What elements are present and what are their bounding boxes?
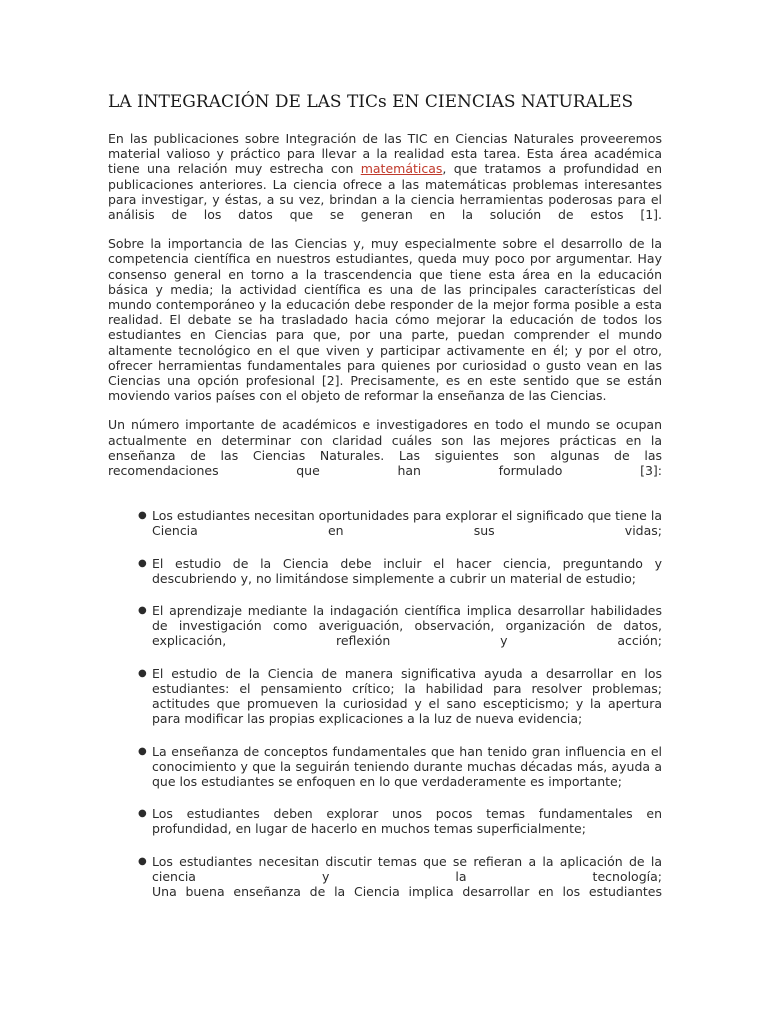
list-item-text: El aprendizaje mediante la indagación científica implica desarrollar habilidades de investigación como averiguación, observación, organización de datos, explicación, reflexión y acción; bbox=[152, 603, 662, 649]
matematicas-link[interactable]: matemáticas bbox=[360, 161, 443, 177]
bullet-icon: ● bbox=[138, 510, 147, 522]
paragraph-2: Sobre la importancia de las Ciencias y, muy especialmente sobre el desarrollo de la competencia científica en nuestros estudiantes, queda muy poco por argumentar. Hay consenso general en torno a la trascendencia que tiene esta área en la educación básica y media; la actividad científica es una de las principales características del mundo contemporáneo y la educación debe responder de la mejor forma posible a esta realidad. El debate se ha trasladado hacia cómo mejorar la educación de todos los estudiantes en Ciencias para que, por una parte, puedan comprender el mundo altamente tecnológico en el que viven y participar activamente en él; y por el otro, ofrecer herramientas fundamentales para quienes por curiosidad o gusto vean en las Ciencias una opción profesional [2]. Precisamente, es en este sentido que se están moviendo varios países con el objeto de reformar la enseñanza de las Ciencias. bbox=[108, 236, 662, 404]
list-item bbox=[138, 854, 662, 900]
paragraph-1-text-end: , que tratamos a profundidad en publicaciones anteriores. La ciencia ofrece a las matemáticas problemas interesantes para investigar, y éstas, a su vez, brindan a la ciencia herramientas poderosas para el análisis de los datos que se generan en la solución de estos [1]. bbox=[108, 161, 662, 223]
bullet-icon: ● bbox=[138, 855, 147, 867]
bullet-icon: ● bbox=[138, 605, 147, 617]
list-item bbox=[138, 666, 662, 727]
list-item-text: El estudio de la Ciencia debe incluir el hacer ciencia, preguntando y descubriendo y, no limitándose simplemente a cubrir un material de estudio; bbox=[152, 555, 662, 586]
document-body bbox=[108, 131, 662, 916]
list-item bbox=[138, 508, 662, 538]
bullet-icon: ● bbox=[138, 808, 147, 820]
list-item bbox=[138, 744, 662, 790]
paragraph-3: Un número importante de académicos e investigadores en todo el mundo se ocupan actualmente en determinar con claridad cuáles son las mejores prácticas en la enseñanza de las Ciencias Naturales. Las siguientes son algunas de las recomendaciones que han formulado [3]: bbox=[108, 417, 662, 479]
bullet-icon: ● bbox=[138, 745, 147, 757]
bullet-icon: ● bbox=[138, 667, 147, 679]
document-title: LA INTEGRACIÓN DE LAS TICs EN CIENCIAS NATURALES bbox=[108, 92, 634, 112]
list-item bbox=[138, 556, 662, 586]
list-item-text: Los estudiantes deben explorar unos pocos temas fundamentales en profundidad, en lugar de hacerlo en muchos temas superficialmente; bbox=[152, 806, 662, 837]
bullet-icon: ● bbox=[138, 557, 147, 569]
list-item-text: La enseñanza de conceptos fundamentales que han tenido gran influencia en el conocimiento y que la seguirán teniendo durante muchas décadas más, ayuda a que los estudiantes se enfoquen en lo que verdaderamente es importante; bbox=[152, 743, 662, 789]
list-item-text: El estudio de la Ciencia de manera significativa ayuda a desarrollar en los estudiantes: el pensamiento crítico; la habilidad para resolver problemas; actitudes que promueven la curiosidad y el sano escepticismo; y la apertura para modificar las propias explicaciones a la luz de nueva evidencia; bbox=[152, 665, 662, 727]
paragraph-1-text-start: En las publicaciones sobre Integración de las TIC en Ciencias Naturales proveeremos material valioso y práctico para llevar a la realidad esta tarea. Esta área académica tiene una relación muy estrecha con bbox=[108, 131, 662, 177]
list-item bbox=[138, 603, 662, 649]
paragraph-1 bbox=[108, 131, 662, 222]
list-item-text: Los estudiantes necesitan oportunidades para explorar el significado que tiene la Ciencia en sus vidas; bbox=[152, 508, 662, 539]
list-item-text: Los estudiantes necesitan discutir temas que se refieran a la aplicación de la ciencia y la tecnología; bbox=[152, 853, 662, 884]
list-item bbox=[138, 806, 662, 836]
recommendations-list bbox=[108, 508, 662, 899]
list-item-continuation: Una buena enseñanza de la Ciencia implica desarrollar en los estudiantes bbox=[152, 883, 662, 899]
